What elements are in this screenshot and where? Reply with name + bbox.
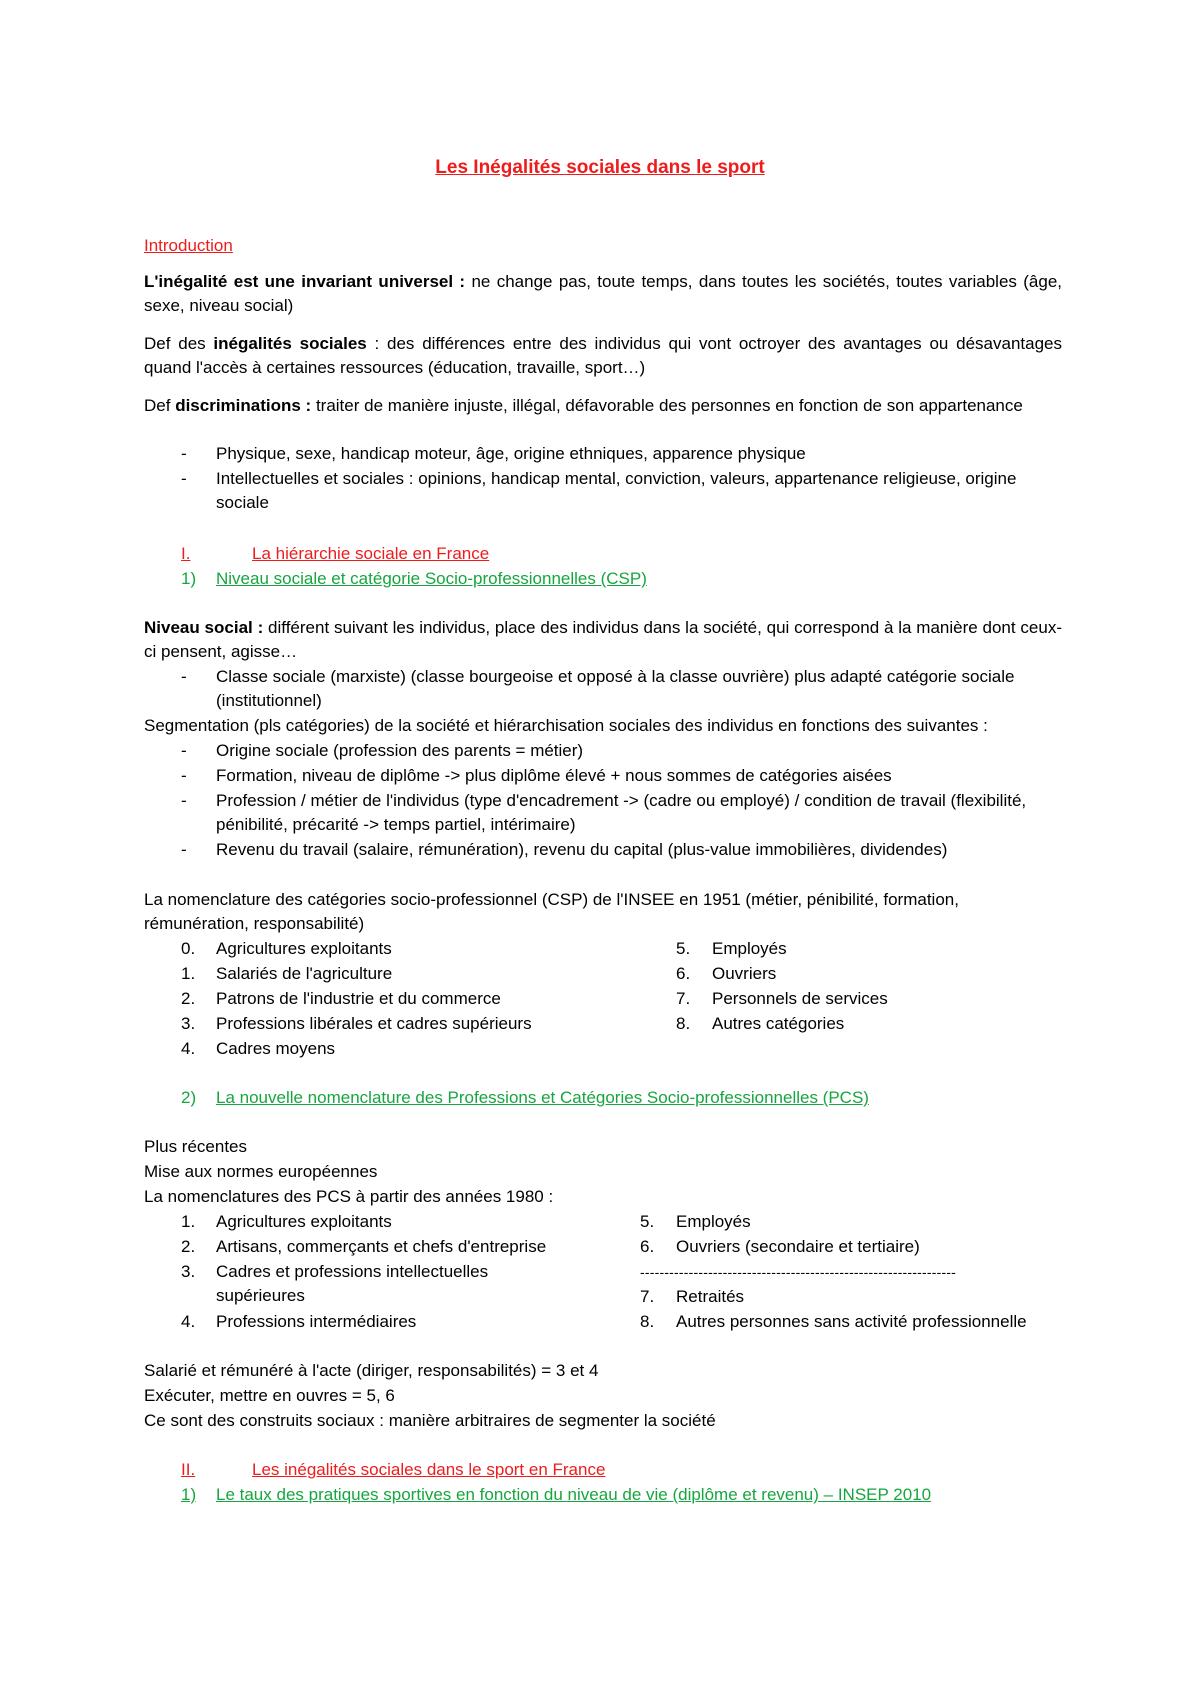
list-item: Employés — [676, 1212, 751, 1231]
summary-line: Ce sont des construits sociaux : manière arbitraires de segmenter la société — [144, 1411, 716, 1430]
list-item: Ouvriers (secondaire et tertiaire) — [676, 1237, 920, 1256]
list-item: Ouvriers — [712, 964, 777, 983]
bullet-dash: - — [181, 840, 187, 859]
list-number: 5. — [676, 939, 691, 958]
list-item: Autres personnes sans activité professionnelle — [676, 1312, 1027, 1331]
section-1-heading: La hiérarchie sociale en France — [252, 544, 490, 563]
list-item: Cadres moyens — [216, 1039, 336, 1058]
def-prefix: Def — [144, 396, 176, 415]
paragraph-discriminations — [144, 394, 1062, 418]
term-discriminations: discriminations : — [175, 396, 312, 415]
list-item: Retraités — [676, 1287, 745, 1306]
list-item: Personnels de services — [712, 989, 888, 1008]
csp-intro: La nomenclature des catégories socio-professionnel (CSP) de l'INSEE en 1951 (métier, pénibilité, formation, rémunération, responsabilité) — [144, 890, 959, 933]
list-item: Agricultures exploitants — [216, 1212, 392, 1231]
section-2-heading: Les inégalités sociales dans le sport en France — [252, 1460, 606, 1479]
list-item: Autres catégories — [712, 1014, 845, 1033]
bullet-dash: - — [181, 667, 187, 686]
pcs-line: Plus récentes — [144, 1137, 247, 1156]
subsection-3-heading: Le taux des pratiques sportives en fonction du niveau de vie (diplôme et revenu) – INSEP 2010 — [216, 1485, 932, 1504]
bullet-dash: - — [181, 741, 187, 760]
term-inegalite: L'inégalité est une invariant universel : — [144, 272, 466, 291]
list-number: 2. — [181, 1237, 196, 1256]
intro-heading: Introduction — [144, 236, 233, 255]
subsection-2-heading: La nouvelle nomenclature des Professions et Catégories Socio-professionnelles (PCS) — [216, 1088, 869, 1107]
paragraph-inegalites-sociales-text: : des différences entre des individus qui vont octroyer des avantages ou désavantages quand l'accès à certaines ressources (éducation, travaille, sport…) — [144, 334, 1063, 377]
list-item: Agricultures exploitants — [216, 939, 392, 958]
subsection-2-number: 2) — [181, 1088, 197, 1107]
list-number: 1. — [181, 1212, 196, 1231]
paragraph-inegalite — [144, 270, 1062, 318]
list-item: Employés — [712, 939, 787, 958]
paragraph-niveau-social-text: différent suivant les individus, place des individus dans la société, qui correspond à la manière dont ceux-ci pensent, agisse… — [144, 618, 1062, 661]
paragraph-inegalite-text: ne change pas, toute temps, dans toutes les sociétés, toutes variables (âge, sexe, niveau social) — [144, 272, 1062, 315]
pcs-separator: ----------------------------------------------------------------- — [640, 1264, 957, 1280]
list-number: 3. — [181, 1262, 196, 1281]
subsection-1-heading: Niveau sociale et catégorie Socio-professionnelles (CSP) — [216, 569, 647, 588]
list-item: Profession / métier de l'individus (type d'encadrement -> (cadre ou employé) / condition de travail (flexibilité, pénibilité, précarité -> temps partiel, intérimaire) — [216, 791, 1027, 834]
term-inegalites-sociales: inégalités sociales — [213, 334, 367, 353]
pcs-line: Mise aux normes européennes — [144, 1162, 378, 1181]
document-title: Les Inégalités sociales dans le sport — [435, 157, 765, 178]
list-item: Salariés de l'agriculture — [216, 964, 393, 983]
list-number: 7. — [676, 989, 691, 1008]
list-item: Cadres et professions intellectuelles supérieures — [216, 1262, 489, 1305]
paragraph-niveau-social — [144, 616, 1062, 664]
list-number: 1. — [181, 964, 196, 983]
list-item: Physique, sexe, handicap moteur, âge, origine ethniques, apparence physique — [216, 444, 806, 463]
bullet-dash: - — [181, 469, 187, 488]
list-number: 6. — [676, 964, 691, 983]
section-1-number: I. — [181, 544, 191, 563]
list-item: Revenu du travail (salaire, rémunération), revenu du capital (plus-value immobilières, dividendes) — [216, 840, 948, 859]
list-item: Professions intermédiaires — [216, 1312, 417, 1331]
bullet-dash: - — [181, 791, 187, 810]
list-number: 6. — [640, 1237, 655, 1256]
list-number: 4. — [181, 1039, 196, 1058]
list-item: Classe sociale (marxiste) (classe bourgeoise et opposé à la classe ouvrière) plus adapté catégorie sociale (institutionnel) — [216, 667, 1015, 710]
pcs-line: La nomenclatures des PCS à partir des années 1980 : — [144, 1187, 554, 1206]
list-number: 2. — [181, 989, 196, 1008]
summary-line: Exécuter, mettre en ouvres = 5, 6 — [144, 1386, 395, 1405]
list-number: 7. — [640, 1287, 655, 1306]
section-2-number: II. — [181, 1460, 196, 1479]
paragraph-discriminations-text: traiter de manière injuste, illégal, défavorable des personnes en fonction de son appartenance — [311, 396, 1023, 415]
subsection-3-number: 1) — [181, 1485, 197, 1504]
list-item: Patrons de l'industrie et du commerce — [216, 989, 501, 1008]
list-number: 8. — [676, 1014, 691, 1033]
segmentation-line: Segmentation (pls catégories) de la société et hiérarchisation sociales des individus en fonctions des suivantes : — [144, 716, 988, 735]
subsection-1-number: 1) — [181, 569, 197, 588]
list-number: 5. — [640, 1212, 655, 1231]
bullet-dash: - — [181, 766, 187, 785]
list-number: 8. — [640, 1312, 655, 1331]
paragraph-inegalites-sociales — [144, 332, 1062, 380]
bullet-dash: - — [181, 444, 187, 463]
list-number: 0. — [181, 939, 196, 958]
summary-line: Salarié et rémunéré à l'acte (diriger, responsabilités) = 3 et 4 — [144, 1361, 599, 1380]
list-number: 3. — [181, 1014, 196, 1033]
def-prefix: Def des — [144, 334, 214, 353]
list-number: 4. — [181, 1312, 196, 1331]
term-niveau-social: Niveau social : — [144, 618, 264, 637]
list-item: Formation, niveau de diplôme -> plus diplôme élevé + nous sommes de catégories aisées — [216, 766, 892, 785]
list-item: Intellectuelles et sociales : opinions, handicap mental, conviction, valeurs, appartenance religieuse, origine sociale — [216, 469, 1017, 512]
list-item: Artisans, commerçants et chefs d'entreprise — [216, 1237, 547, 1256]
list-item: Professions libérales et cadres supérieurs — [216, 1014, 532, 1033]
list-item: Origine sociale (profession des parents = métier) — [216, 741, 584, 760]
